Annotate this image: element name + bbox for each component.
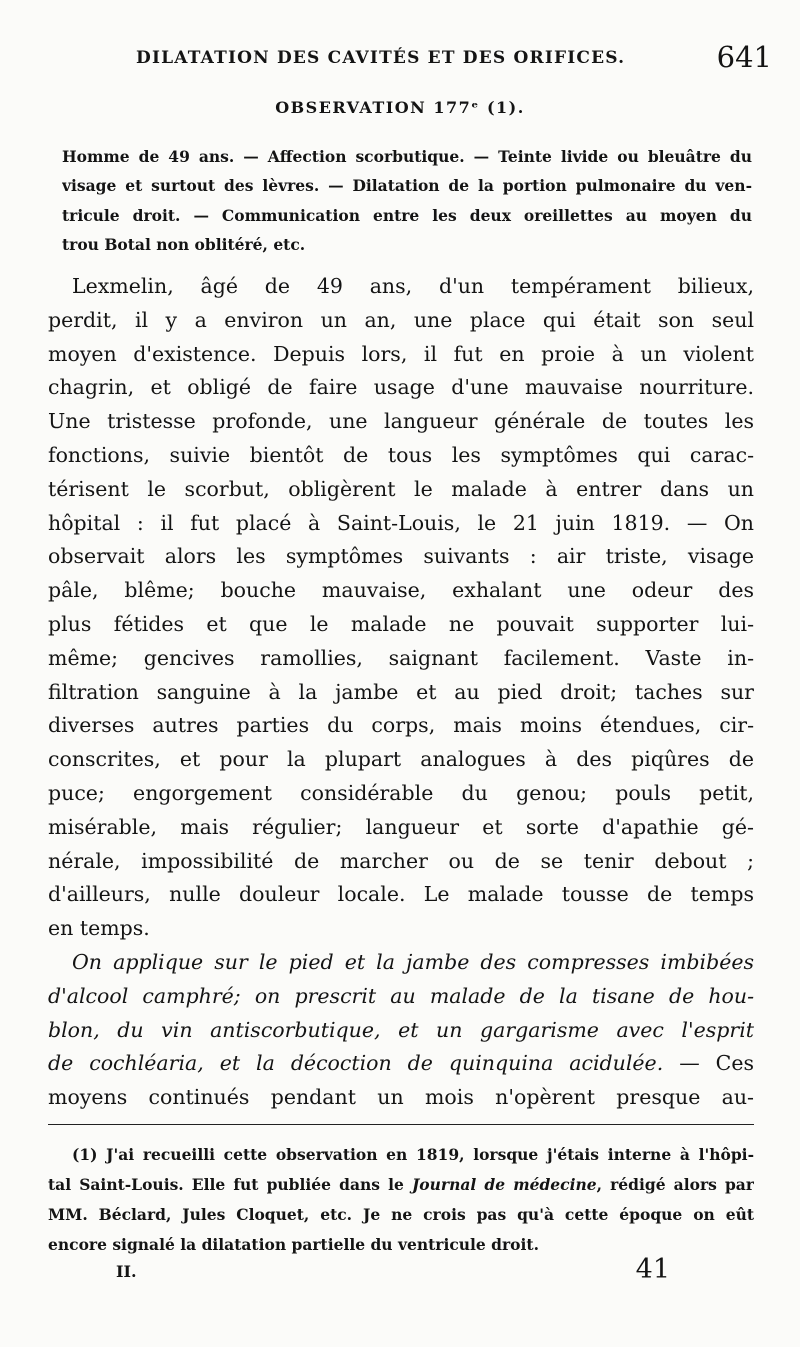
footnote-rule	[48, 1124, 754, 1125]
footnote-text: , rédigé alors par	[596, 1175, 754, 1194]
footnote-line: MM. Béclard, Jules Cloquet, etc. Je ne crois pas qu'à cette époque on eût	[48, 1205, 754, 1224]
italic-text: blon, du vin antiscorbutique, et un gargarisme avec l'esprit	[48, 1017, 754, 1042]
footnote	[48, 1140, 754, 1260]
running-title: DILATATION DES CAVITÉS ET DES ORIFICES.	[136, 48, 626, 68]
body-line: nérale, impossibilité de marcher ou de se tenir debout ;	[48, 848, 754, 873]
signature-number: 41	[635, 1254, 670, 1285]
body-line: Lexmelin, âgé de 49 ans, d'un tempérament bilieux,	[72, 274, 754, 298]
journal-title: Journal de médecine	[411, 1175, 597, 1194]
body-text	[48, 270, 754, 1115]
body-line: chagrin, et obligé de faire usage d'une mauvaise nourriture.	[48, 375, 754, 400]
body-line: misérable, mais régulier; langueur et sorte d'apathie gé-	[48, 814, 754, 839]
signature-line	[48, 1254, 670, 1294]
observation-title: OBSERVATION 177ᵉ (1).	[275, 98, 525, 117]
body-line-italic	[48, 1014, 754, 1048]
body-line-italic	[48, 980, 754, 1014]
body-line: hôpital : il fut placé à Saint-Louis, le 21 juin 1819. — On	[48, 510, 754, 535]
body-line: pâle, blême; bouche mauvaise, exhalant une odeur des	[48, 578, 754, 603]
footnote-line: (1) J'ai recueilli cette observation en 1819, lorsque j'étais interne à l'hôpi-	[72, 1145, 754, 1164]
body-line: fonctions, suivie bientôt de tous les symptômes qui carac-	[48, 442, 754, 467]
page-number: 641	[716, 40, 772, 74]
footnote-text: tal Saint-Louis. Elle fut publiée dans le	[48, 1175, 412, 1194]
italic-text: d'alcool camphré; on prescrit au malade de la tisane de hou-	[48, 983, 754, 1008]
body-line: puce; engorgement considérable du genou; pouls petit,	[48, 780, 754, 805]
body-line: moyen d'existence. Depuis lors, il fut en proie à un violent	[48, 341, 754, 366]
summary-line: tricule droit. — Communication entre les deux oreillettes au moyen du	[62, 205, 752, 225]
observation-summary	[62, 142, 752, 259]
body-line: d'ailleurs, nulle douleur locale. Le malade tousse de temps	[48, 882, 754, 907]
footnote-line: encore signalé la dilatation partielle du ventricule droit.	[48, 1235, 539, 1254]
italic-text: de cochléaria, et la décoction de quinquina acidulée.	[48, 1051, 664, 1076]
body-line: térisent le scorbut, obligèrent le malade à entrer dans un	[48, 476, 754, 501]
body-line: diverses autres parties du corps, mais moins étendues, cir-	[48, 713, 754, 738]
body-line: en temps.	[48, 916, 150, 941]
summary-line: visage et surtout des lèvres. — Dilatation de la portion pulmonaire du ven-	[62, 176, 752, 196]
body-line-mixed	[48, 1047, 754, 1081]
footnote-line	[48, 1170, 754, 1200]
body-line: plus fétides et que le malade ne pouvait supporter lui-	[48, 611, 754, 636]
body-line: observait alors les symptômes suivants : air triste, visage	[48, 544, 754, 569]
signature-mark: II.	[116, 1262, 137, 1281]
roman-text: — Ces	[663, 1051, 754, 1076]
italic-text: On applique sur le pied et la jambe des compresses imbibées	[72, 949, 754, 974]
body-line: perdit, il y a environ un an, une place qui était son seul	[48, 307, 754, 332]
body-line-italic	[48, 946, 754, 980]
body-line: même; gencives ramollies, saignant facilement. Vaste in-	[48, 645, 754, 670]
body-line: filtration sanguine à la jambe et au pied droit; taches sur	[48, 679, 754, 704]
body-line: moyens continués pendant un mois n'opèrent presque au-	[48, 1085, 754, 1110]
summary-line: trou Botal non oblitéré, etc.	[62, 234, 306, 254]
body-line: conscrites, et pour la plupart analogues à des piqûres de	[48, 747, 754, 772]
summary-line: Homme de 49 ans. — Affection scorbutique. — Teinte livide ou bleuâtre du	[62, 147, 752, 166]
body-line: Une tristesse profonde, une langueur générale de toutes les	[48, 409, 754, 434]
running-head	[40, 40, 772, 80]
